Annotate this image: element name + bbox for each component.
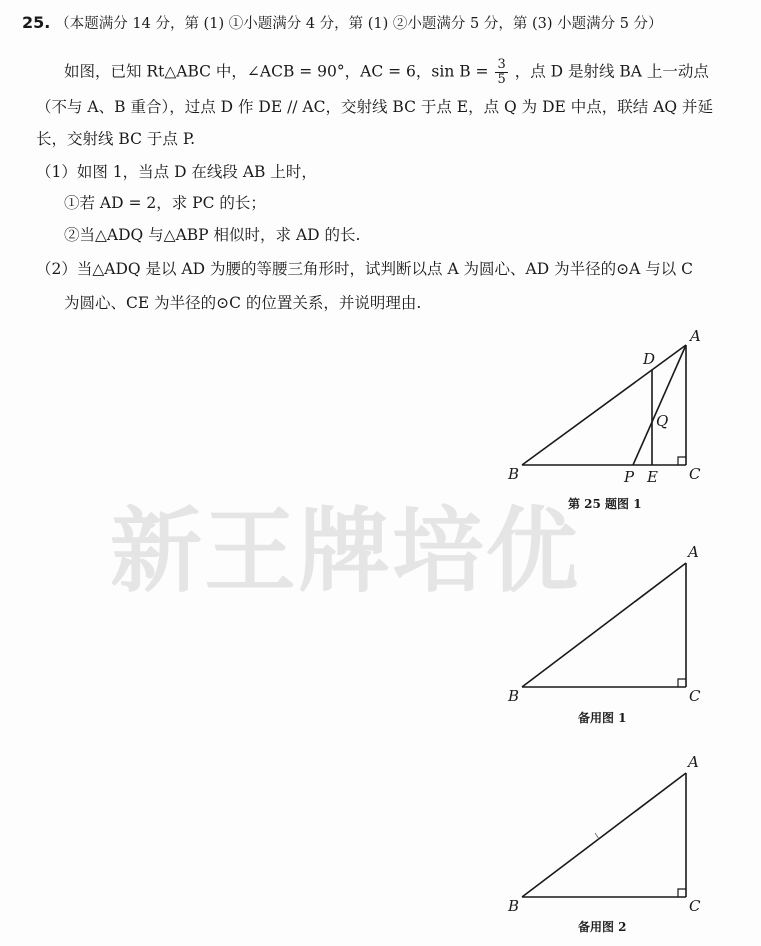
figure-3-caption: 备用图 2 [578,920,627,934]
label-a: A [688,753,699,771]
label-a: A [690,327,701,345]
part1-intro: （1）如图 1，当点 D 在线段 AB 上时， [36,163,317,181]
figure-3-diagram [500,755,700,915]
label-e: E [647,468,658,486]
segment-ba [522,345,686,465]
right-angle-mark [678,679,686,687]
watermark-text: 新王牌培优 [110,498,581,605]
figure-1-diagram [500,325,700,485]
problem-header [22,12,663,35]
label-c: C [689,897,701,915]
label-c: C [689,465,701,483]
part2-line-2: 为圆心、CE 为半径的⊙C 的位置关系，并说明理由. [64,294,422,312]
right-angle-mark [678,889,686,897]
figure-2-caption: 备用图 1 [578,711,627,725]
stem-line-3: 长，交射线 BC 于点 P. [36,130,196,148]
label-b: B [508,687,520,705]
part2-line-1: （2）当△ADQ 是以 AD 为腰的等腰三角形时，试判断以点 A 为圆心、AD 为半径的⊙A 与以 C [36,260,694,278]
fraction-denominator: 5 [497,72,506,87]
label-q: Q [656,412,669,430]
problem-number: 25. [22,13,51,32]
part1-question-2: ②当△ADQ 与△ABP 相似时，求 AD 的长. [64,226,361,244]
segment-ba [522,773,686,897]
sine-fraction [495,58,507,87]
figure-1-caption: 第 25 题图 1 [568,497,642,511]
segment-pa [633,345,686,465]
label-d: D [643,350,656,368]
stem-text-a: 如图，已知 Rt△ABC 中，∠ACB = 90°，AC = 6，sin B = [64,62,489,81]
label-b: B [508,465,520,483]
stem-line-2: （不与 A、B 重合），过点 D 作 DE // AC，交射线 BC 于点 E，点 Q 为 DE 中点，联结 AQ 并延 [36,98,714,116]
segment-ba [522,563,686,687]
label-a: A [688,543,699,561]
label-p: P [624,468,635,486]
label-c: C [689,687,701,705]
label-b: B [508,897,520,915]
fraction-numerator: 3 [497,57,506,72]
stem-line-1 [64,58,709,87]
score-note: （本题满分 14 分，第 (1) ①小题满分 4 分，第 (1) ②小题满分 5 分，第 (3) 小题满分 5 分） [55,16,663,32]
part1-question-1: ①若 AD = 2，求 PC 的长； [64,194,266,212]
stray-mark [595,833,599,839]
right-angle-mark [678,457,686,465]
stem-text-b: ，点 D 是射线 BA 上一动点 [514,62,709,81]
figure-2-diagram [500,545,700,705]
